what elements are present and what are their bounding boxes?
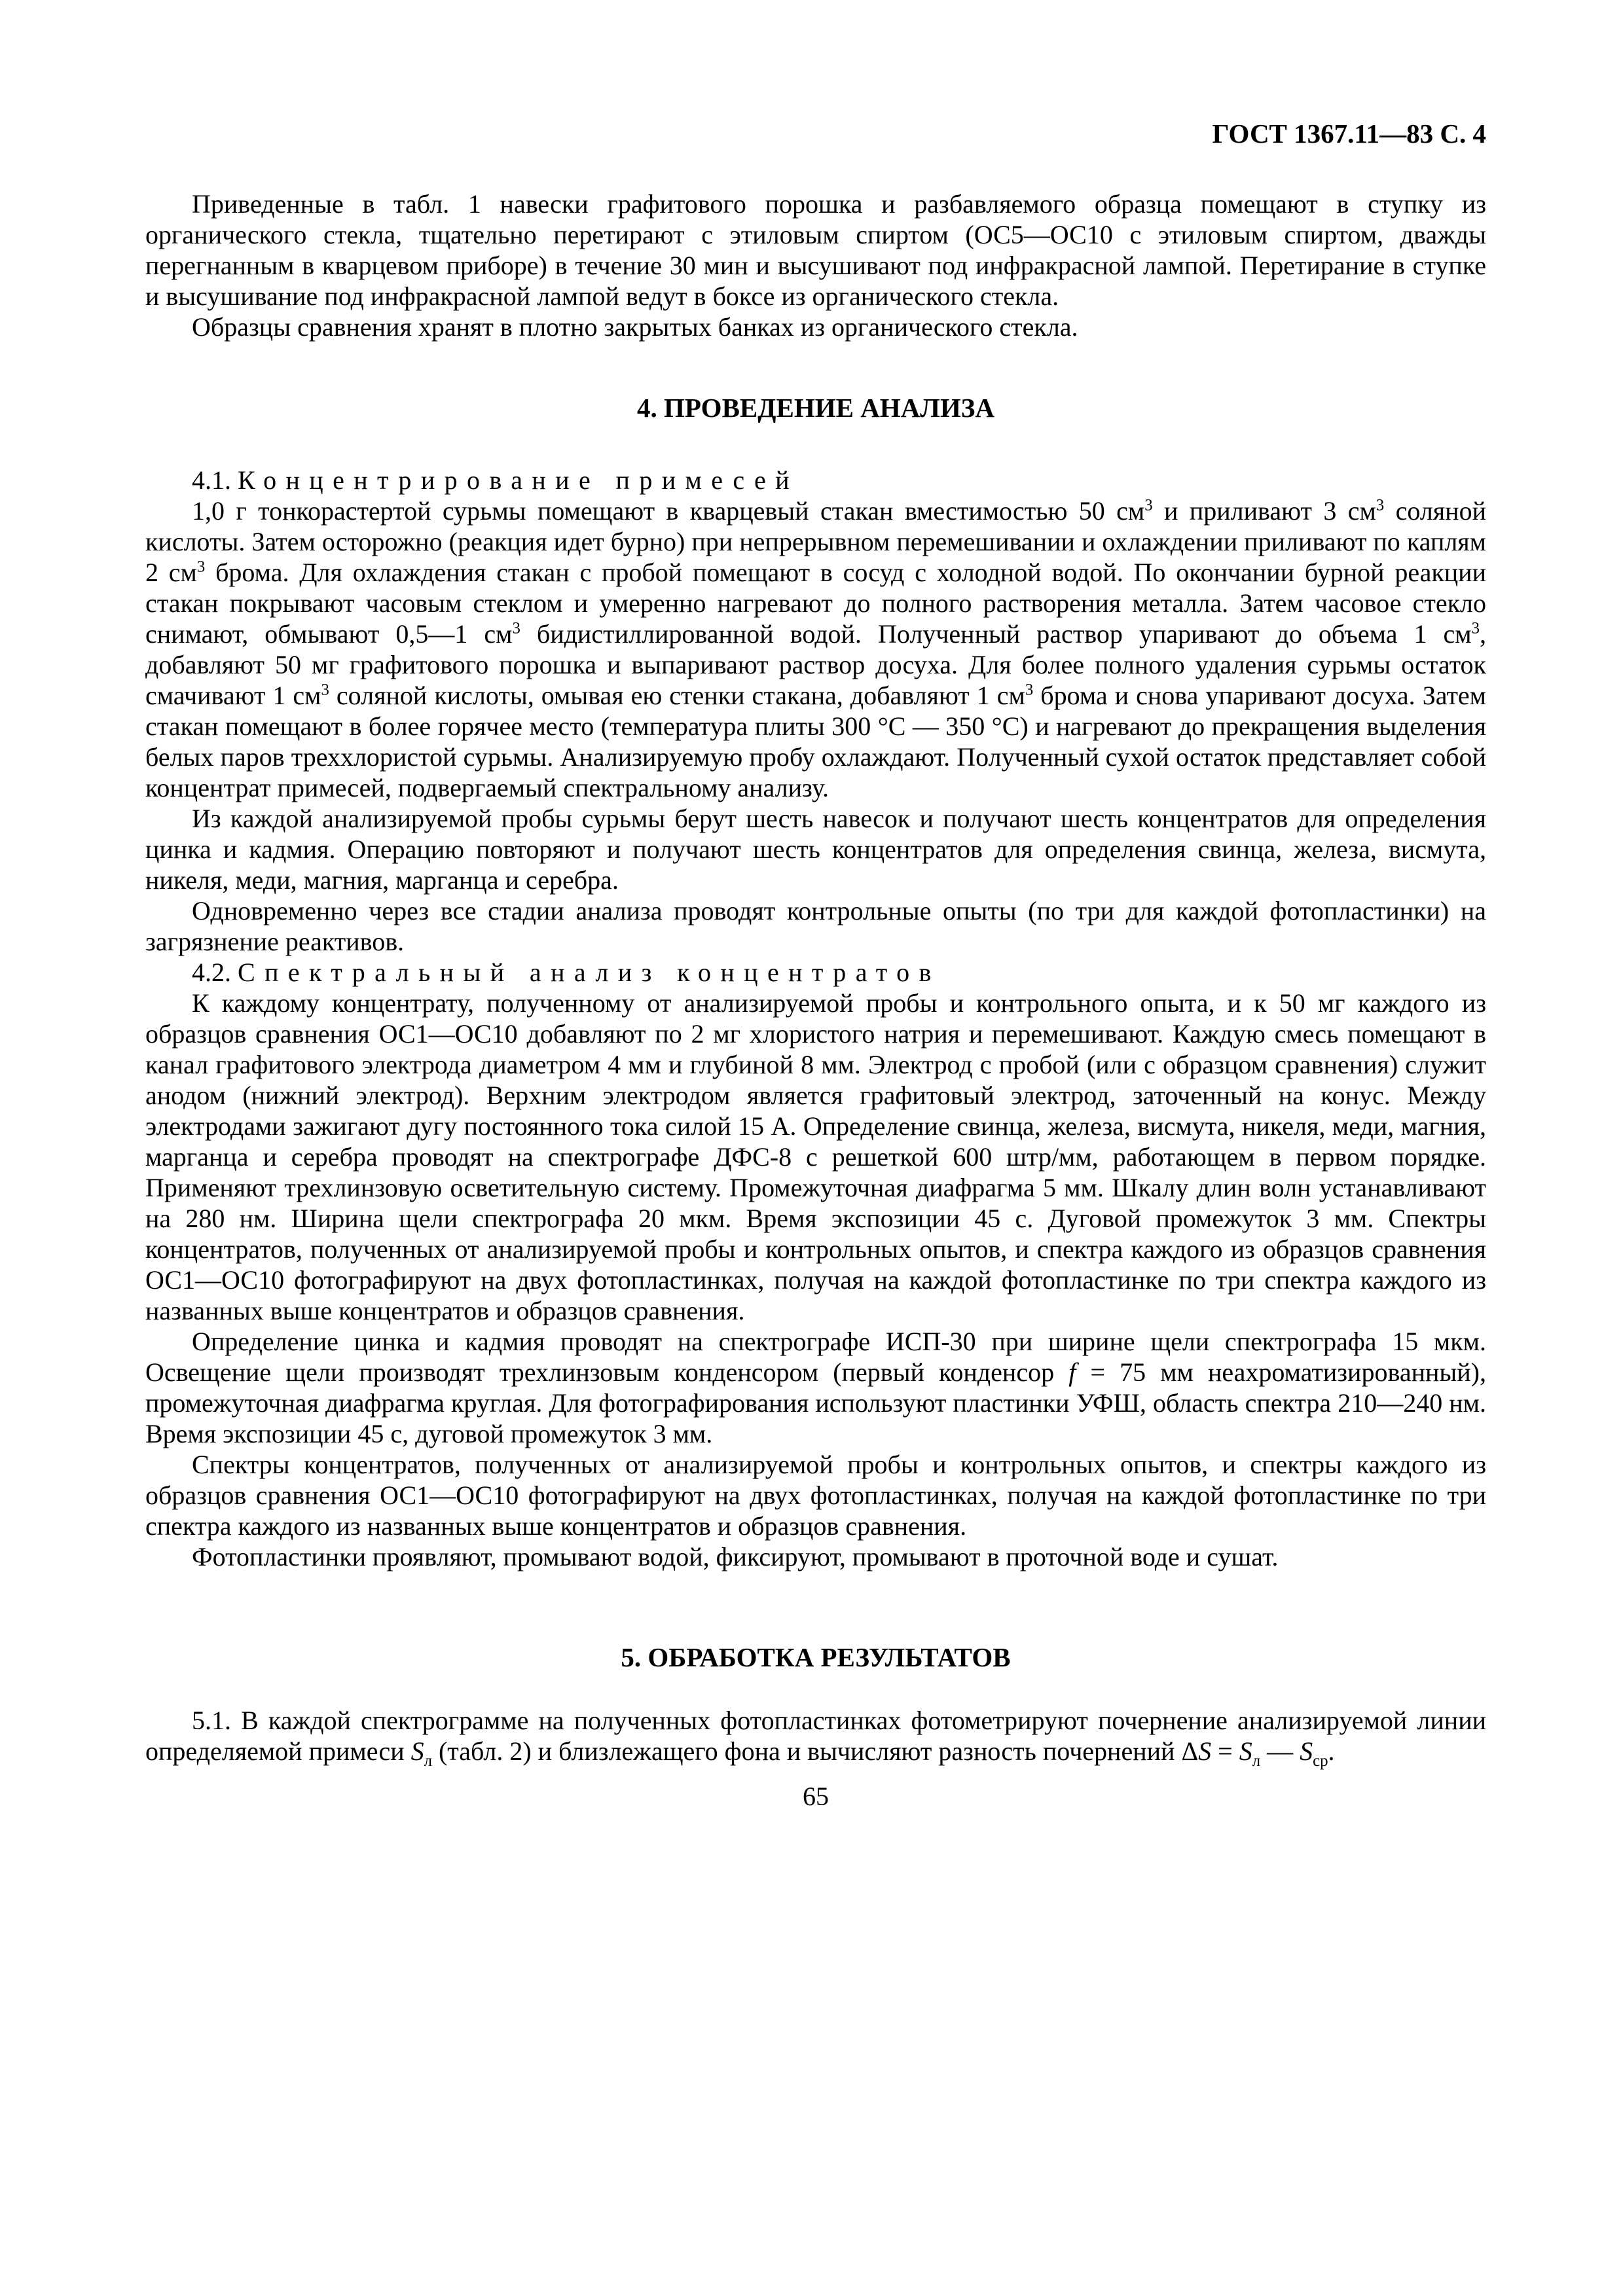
heading-section-4: 4. ПРОВЕДЕНИЕ АНАЛИЗА — [636, 393, 994, 423]
heading-section-5: 5. ОБРАБОТКА РЕЗУЛЬТАТОВ — [621, 1642, 1011, 1672]
subheading-4-1: 4.1. Концентрирование примесей — [192, 465, 799, 495]
para-5-1-photometry: 5.1. В каждой спектрограмме на полученных фотопластинках фотометрируют почернение анализируемой линии определяемой примеси $S_л$ (табл. 2) и близлежащего фона и вычисляют разность почернений $\Delta S = S_л$ — $S_{ср}$. — [145, 1706, 1486, 1770]
para-4-2-spectra-photography: Спектры концентратов, полученных от анализируемой пробы и контрольных опытов, и спектры каждого из образцов сравнения ОС1—ОС10 фотографируют на двух фотопластинках, получая на каждой фотопластинке по три спектра каждого из названных выше концентратов и образцов сравнения. — [145, 1450, 1486, 1541]
page-header — [145, 118, 1486, 149]
document-body — [145, 188, 1486, 1812]
para-4-1-concentration-procedure: 1,0 г тонкорастертой сурьмы помещают в кварцевый стакан вместимостью 50 $см^3$ и приливают 3 $см^3$ соляной кислоты. Затем осторожно (реакция идет бурно) при непрерывном перемешивании и охлаждении приливают по каплям 2 $см^3$ брома. Для охлаждения стакан с пробой помещают в сосуд с холодной водой. По окончании бурной реакции стакан покрывают часовым стеклом и умеренно нагревают до полного растворения металла. Затем часовое стекло снимают, обмывают 0,5—1 $см^3$ бидистиллированной водой. Полученный раствор упаривают до объема 1 $см^3$, добавляют 50 мг графитового порошка и выпаривают раствор досуха. Для более полного удаления сурьмы остаток смачивают 1 $см^3$ соляной кислоты, омывая ею стенки стакана, добавляют 1 $см^3$ брома и снова упаривают досуха. Затем стакан помещают в более горячее место (температура плиты 300 °С — 350 °С) и нагревают до прекращения выделения белых паров треххлористой сурьмы. Анализируемую пробу охлаждают. Полученный сухой остаток представляет собой концентрат примесей, подвергаемый спектральному анализу. — [145, 496, 1486, 802]
subheading-4-2: 4.2. Спектральный анализ концентратов — [192, 958, 941, 987]
standard-reference: ГОСТ 1367.11—83 С. 4 — [1212, 118, 1486, 149]
para-4-1-portions: Из каждой анализируемой пробы сурьмы берут шесть навесок и получают шесть концентратов для определения цинка и кадмия. Операцию повторяют и получают шесть концентратов для определения свинца, железа, висмута, никеля, меди, магния, марганца и серебра. — [145, 804, 1486, 895]
para-4-2-spectral-analysis: К каждому концентрату, полученному от анализируемой пробы и контрольного опыта, и к 50 мг каждого из образцов сравнения ОС1—ОС10 добавляют по 2 мг хлористого натрия и перемешивают. Каждую смесь помещают в канал графитового электрода диаметром 4 мм и глубиной 8 мм. Электрод с пробой (или с образцом сравнения) служит анодом (нижний электрод). Верхним электродом является графитовый электрод, заточенный на конус. Между электродами зажигают дугу постоянного тока силой 15 А. Определение свинца, железа, висмута, никеля, меди, магния, марганца и серебра проводят на спектрографе ДФС-8 с решеткой 600 штр/мм, работающем в первом порядке. Применяют трехлинзовую осветительную систему. Промежуточная диафрагма 5 мм. Шкалу длин волн устанавливают на 280 нм. Ширина щели спектрографа 20 мкм. Время экспозиции 45 с. Дуговой промежуток 3 мм. Спектры концентратов, полученных от анализируемой пробы и контрольных опытов, и спектра каждого из образцов сравнения ОС1—ОС10 фотографируют на двух фотопластинках, получая на каждой фотопластинке по три спектра каждого из названных выше концентратов и образцов сравнения. — [145, 988, 1486, 1325]
para-sample-preparation: Приведенные в табл. 1 навески графитового порошка и разбавляемого образца помещают в ступку из органического стекла, тщательно перетирают с этиловым спиртом (ОС5—ОС10 с этиловым спиртом, дважды перегнанным в кварцевом приборе) в течение 30 мин и высушивают под инфракрасной лампой. Перетирание в ступке и высушивание под инфракрасной лампой ведут в боксе из органического стекла. — [145, 189, 1486, 311]
para-4-2-zinc-cadmium: Определение цинка и кадмия проводят на спектрографе ИСП-30 при ширине щели спектрографа 15 мкм. Освещение щели производят трехлинзовым конденсором (первый конденсор f = 75 мм неахроматизированный), промежуточная диафрагма круглая. Для фотографирования используют пластинки УФШ, область спектра 210—240 нм. Время экспозиции 45 с, дуговой промежуток 3 мм. — [145, 1327, 1486, 1448]
para-4-2-photoplate-processing: Фотопластинки проявляют, промывают водой, фиксируют, промывают в проточной воде и сушат. — [192, 1542, 1279, 1571]
page-number: 65 — [803, 1782, 829, 1811]
para-sample-storage: Образцы сравнения хранят в плотно закрытых банках из органического стекла. — [192, 312, 1078, 342]
para-4-1-control-experiments: Одновременно через все стадии анализа проводят контрольные опыты (по три для каждой фотопластинки) на загрязнение реактивов. — [145, 896, 1486, 956]
